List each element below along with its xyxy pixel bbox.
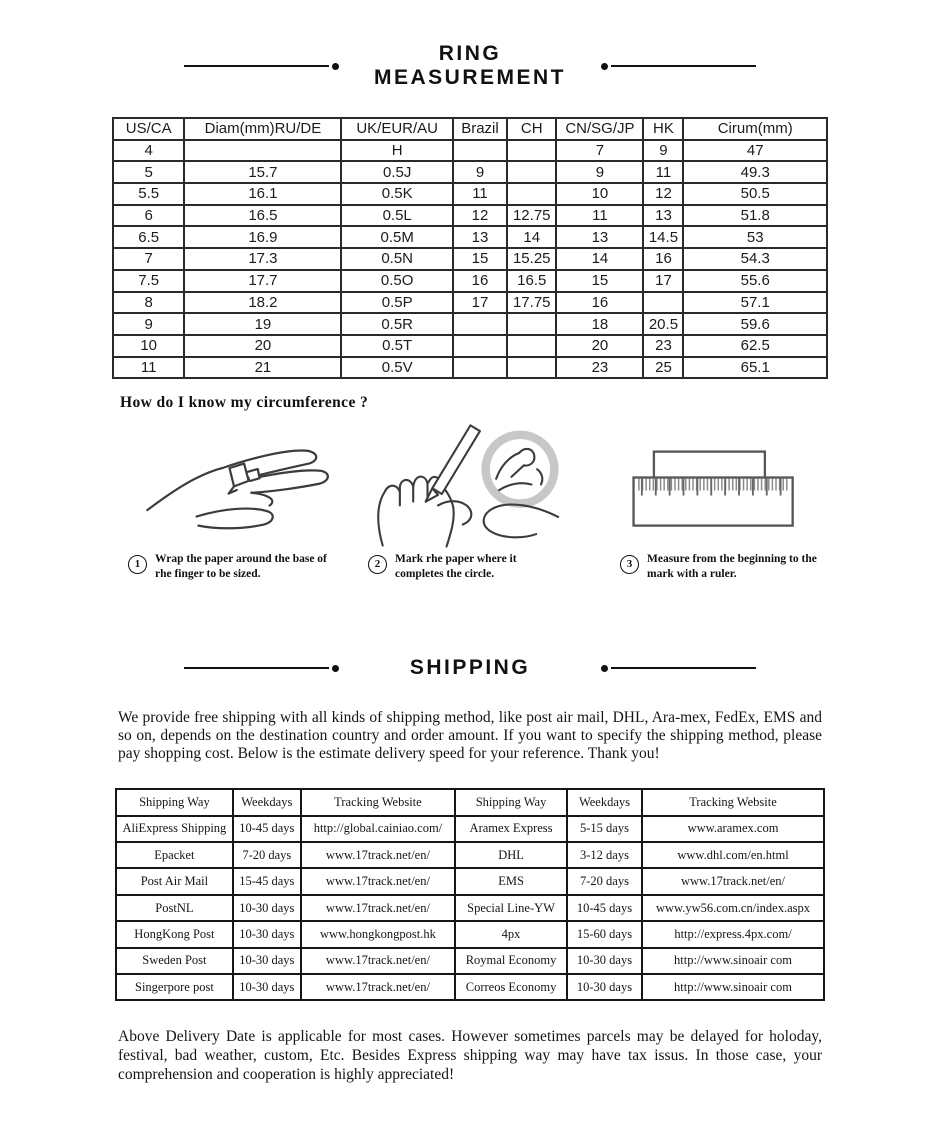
table-cell: www.17track.net/en/ xyxy=(301,948,455,974)
table-cell: http://express.4px.com/ xyxy=(642,921,824,947)
step-text: Mark rhe paper where it completes the circle. xyxy=(395,552,517,581)
table-cell: 20 xyxy=(184,335,341,357)
table-cell xyxy=(507,335,556,357)
table-row xyxy=(113,357,827,379)
table-cell: 12 xyxy=(453,205,507,227)
table-cell: Roymal Economy xyxy=(455,948,567,974)
table-row xyxy=(113,205,827,227)
table-cell: 54.3 xyxy=(683,248,827,270)
table-cell: 15-45 days xyxy=(233,868,301,894)
column-header: Cirum(mm) xyxy=(683,118,827,140)
table-cell: 5 xyxy=(113,161,184,183)
table-row xyxy=(116,974,824,1000)
table-cell: 11 xyxy=(113,357,184,379)
step-caption xyxy=(368,552,558,582)
table-cell: 16.5 xyxy=(507,270,556,292)
table-row xyxy=(113,270,827,292)
table-cell: 7-20 days xyxy=(567,868,642,894)
table-cell: 13 xyxy=(556,226,643,248)
table-cell: 0.5R xyxy=(341,313,452,335)
table-cell: 0.5P xyxy=(341,292,452,314)
step-number-badge: 2 xyxy=(368,555,387,574)
column-header: Shipping Way xyxy=(116,789,233,815)
table-cell: 57.1 xyxy=(683,292,827,314)
table-cell: PostNL xyxy=(116,895,233,921)
table-cell: 14 xyxy=(556,248,643,270)
table-cell xyxy=(507,161,556,183)
table-cell: 10-30 days xyxy=(567,948,642,974)
table-cell: www.17track.net/en/ xyxy=(301,974,455,1000)
table-cell: 6 xyxy=(113,205,184,227)
table-cell xyxy=(507,140,556,162)
table-cell: 15-60 days xyxy=(567,921,642,947)
table-cell: 10-30 days xyxy=(233,948,301,974)
table-cell: 10-30 days xyxy=(233,921,301,947)
shipping-methods-table xyxy=(115,788,825,1001)
table-cell: 4px xyxy=(455,921,567,947)
step-wrap-paper xyxy=(118,418,356,582)
table-cell: 10-30 days xyxy=(233,974,301,1000)
table-cell: www.17track.net/en/ xyxy=(301,895,455,921)
table-cell: 49.3 xyxy=(683,161,827,183)
table-cell: 16.1 xyxy=(184,183,341,205)
table-cell xyxy=(453,313,507,335)
table-cell: 7-20 days xyxy=(233,842,301,868)
table-cell: 9 xyxy=(113,313,184,335)
table-row xyxy=(116,921,824,947)
column-header: HK xyxy=(643,118,683,140)
table-cell: 0.5O xyxy=(341,270,452,292)
table-cell: 0.5V xyxy=(341,357,452,379)
table-cell: 55.6 xyxy=(683,270,827,292)
table-cell: 8 xyxy=(113,292,184,314)
table-cell: 19 xyxy=(184,313,341,335)
table-cell: 12.75 xyxy=(507,205,556,227)
table-cell: 11 xyxy=(556,205,643,227)
table-cell: Post Air Mail xyxy=(116,868,233,894)
ring-measurement-heading xyxy=(0,42,940,90)
column-header: Diam(mm)RU/DE xyxy=(184,118,341,140)
table-cell: 16.5 xyxy=(184,205,341,227)
table-cell xyxy=(507,183,556,205)
table-cell: 16.9 xyxy=(184,226,341,248)
column-header: CH xyxy=(507,118,556,140)
table-cell: 0.5M xyxy=(341,226,452,248)
circumference-question: How do I know my circumference ? xyxy=(120,394,369,412)
hand-wrap-paper-illustration xyxy=(140,426,350,544)
table-cell: 0.5N xyxy=(341,248,452,270)
table-cell: 12 xyxy=(643,183,683,205)
rule-dot-icon xyxy=(332,63,339,70)
table-cell: www.17track.net/en/ xyxy=(301,868,455,894)
heading-rule-right xyxy=(601,63,756,70)
heading-rule-left xyxy=(184,63,339,70)
table-cell: 23 xyxy=(556,357,643,379)
step-caption xyxy=(620,552,820,582)
table-cell xyxy=(643,292,683,314)
table-row xyxy=(113,140,827,162)
table-cell: 17.7 xyxy=(184,270,341,292)
table-cell: 7.5 xyxy=(113,270,184,292)
table-cell: 17 xyxy=(453,292,507,314)
table-cell: Epacket xyxy=(116,842,233,868)
table-cell xyxy=(507,357,556,379)
table-cell: 10 xyxy=(556,183,643,205)
table-cell: www.hongkongpost.hk xyxy=(301,921,455,947)
table-cell: 13 xyxy=(643,205,683,227)
table-cell: 0.5J xyxy=(341,161,452,183)
table-cell xyxy=(453,335,507,357)
table-cell: 18.2 xyxy=(184,292,341,314)
table-cell: Special Line-YW xyxy=(455,895,567,921)
table-cell: http://global.cainiao.com/ xyxy=(301,816,455,842)
column-header: US/CA xyxy=(113,118,184,140)
table-cell: 14.5 xyxy=(643,226,683,248)
column-header: Weekdays xyxy=(567,789,642,815)
table-cell: 16 xyxy=(556,292,643,314)
column-header: Brazil xyxy=(453,118,507,140)
table-cell: Sweden Post xyxy=(116,948,233,974)
table-cell: www.17track.net/en/ xyxy=(301,842,455,868)
table-cell: 20 xyxy=(556,335,643,357)
mark-paper-pen-illustration xyxy=(356,418,561,550)
table-row xyxy=(113,183,827,205)
table-cell: 10-45 days xyxy=(233,816,301,842)
ruler-measure-illustration xyxy=(628,444,813,536)
table-row xyxy=(116,895,824,921)
table-cell: 10 xyxy=(113,335,184,357)
table-cell: 10-30 days xyxy=(233,895,301,921)
table-cell xyxy=(453,140,507,162)
heading-rule-left xyxy=(184,665,339,672)
table-cell: 16 xyxy=(643,248,683,270)
table-cell: 21 xyxy=(184,357,341,379)
table-cell: 18 xyxy=(556,313,643,335)
table-row xyxy=(113,335,827,357)
table-cell xyxy=(184,140,341,162)
table-cell: 4 xyxy=(113,140,184,162)
delivery-note-text: Above Delivery Date is applicable for most cases. However sometimes parcels may be delayed for holoday, festival, bad weather, custom, Etc. Besides Express shipping way may have tax issus. In those case, your comprehension and cooperation is highly appreciated! xyxy=(118,1028,822,1084)
table-cell: 7 xyxy=(556,140,643,162)
table-cell: 14 xyxy=(507,226,556,248)
table-cell: 7 xyxy=(113,248,184,270)
table-row xyxy=(113,313,827,335)
column-header: Tracking Website xyxy=(642,789,824,815)
heading-rule-right xyxy=(601,665,756,672)
table-cell: H xyxy=(341,140,452,162)
table-cell: 59.6 xyxy=(683,313,827,335)
step-caption xyxy=(128,552,328,582)
column-header: Weekdays xyxy=(233,789,301,815)
ring-size-table xyxy=(112,117,828,379)
table-row xyxy=(113,292,827,314)
table-cell: 47 xyxy=(683,140,827,162)
table-cell: 15 xyxy=(453,248,507,270)
table-row xyxy=(113,248,827,270)
table-cell: 17.75 xyxy=(507,292,556,314)
table-cell: 53 xyxy=(683,226,827,248)
table-cell: 11 xyxy=(453,183,507,205)
table-cell: 10-30 days xyxy=(567,974,642,1000)
table-cell xyxy=(453,357,507,379)
table-cell: 11 xyxy=(643,161,683,183)
table-cell: 9 xyxy=(453,161,507,183)
header-row xyxy=(116,789,824,815)
table-cell: www.yw56.com.cn/index.aspx xyxy=(642,895,824,921)
step-text: Measure from the beginning to the mark with a ruler. xyxy=(647,552,817,581)
table-cell: 5.5 xyxy=(113,183,184,205)
measurement-steps xyxy=(118,418,836,582)
step-number-badge: 3 xyxy=(620,555,639,574)
table-cell xyxy=(507,313,556,335)
table-cell: www.aramex.com xyxy=(642,816,824,842)
table-row xyxy=(113,161,827,183)
header-row xyxy=(113,118,827,140)
table-cell: 13 xyxy=(453,226,507,248)
table-cell: www.dhl.com/en.html xyxy=(642,842,824,868)
table-cell: 16 xyxy=(453,270,507,292)
column-header: CN/SG/JP xyxy=(556,118,643,140)
step-mark-paper xyxy=(356,418,596,582)
table-cell: Aramex Express xyxy=(455,816,567,842)
table-cell: 3-12 days xyxy=(567,842,642,868)
table-cell: http://www.sinoair com xyxy=(642,974,824,1000)
table-cell: 17 xyxy=(643,270,683,292)
table-cell: 15.7 xyxy=(184,161,341,183)
table-cell: 23 xyxy=(643,335,683,357)
step-measure-ruler xyxy=(596,418,836,582)
step-number-badge: 1 xyxy=(128,555,147,574)
column-header: UK/EUR/AU xyxy=(341,118,452,140)
table-cell: 15 xyxy=(556,270,643,292)
table-cell: 50.5 xyxy=(683,183,827,205)
step-text: Wrap the paper around the base of rhe finger to be sized. xyxy=(155,552,327,581)
table-cell: 51.8 xyxy=(683,205,827,227)
table-cell: 0.5K xyxy=(341,183,452,205)
table-cell: 9 xyxy=(556,161,643,183)
table-cell: Singerpore post xyxy=(116,974,233,1000)
table-cell: http://www.sinoair com xyxy=(642,948,824,974)
table-cell: 62.5 xyxy=(683,335,827,357)
table-cell: 15.25 xyxy=(507,248,556,270)
rule-dot-icon xyxy=(601,63,608,70)
shipping-title: SHIPPING xyxy=(409,656,531,680)
table-cell: DHL xyxy=(455,842,567,868)
table-cell: 25 xyxy=(643,357,683,379)
table-cell: 20.5 xyxy=(643,313,683,335)
table-cell: 65.1 xyxy=(683,357,827,379)
table-cell: 10-45 days xyxy=(567,895,642,921)
table-row xyxy=(116,842,824,868)
table-row xyxy=(116,868,824,894)
table-cell: 5-15 days xyxy=(567,816,642,842)
table-row xyxy=(113,226,827,248)
table-cell: HongKong Post xyxy=(116,921,233,947)
table-row xyxy=(116,816,824,842)
table-row xyxy=(116,948,824,974)
rule-dot-icon xyxy=(601,665,608,672)
shipping-heading xyxy=(0,656,940,680)
column-header: Shipping Way xyxy=(455,789,567,815)
table-cell: AliExpress Shipping xyxy=(116,816,233,842)
rule-dot-icon xyxy=(332,665,339,672)
table-cell: EMS xyxy=(455,868,567,894)
table-cell: www.17track.net/en/ xyxy=(642,868,824,894)
table-cell: 0.5T xyxy=(341,335,452,357)
table-cell: 0.5L xyxy=(341,205,452,227)
table-cell: Correos Economy xyxy=(455,974,567,1000)
ring-measurement-title: RING MEASUREMENT xyxy=(373,42,566,89)
column-header: Tracking Website xyxy=(301,789,455,815)
table-cell: 17.3 xyxy=(184,248,341,270)
table-cell: 6.5 xyxy=(113,226,184,248)
shipping-intro-text: We provide free shipping with all kinds of shipping method, like post air mail, DHL, Ara-mex, FedEx, EMS and so on, depends on the destination country and order amount. If you want to specify the shipping method, please pay shopping cost. Below is the estimate delivery speed for your reference. Thank you! xyxy=(118,709,822,763)
table-cell: 9 xyxy=(643,140,683,162)
